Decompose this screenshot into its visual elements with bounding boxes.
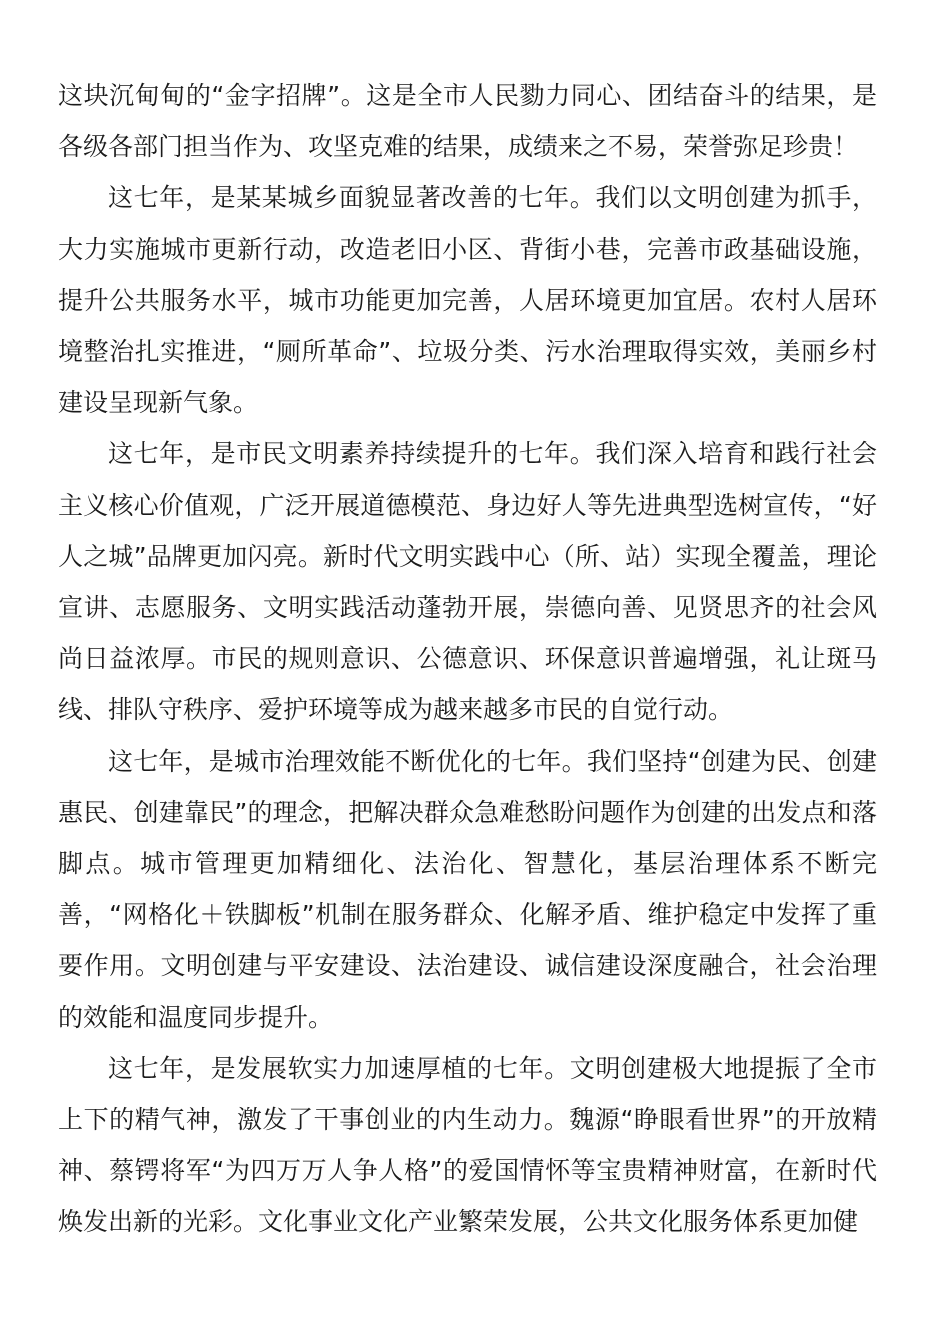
paragraph-continuation: 这块沉甸甸的“金字招牌”。这是全市人民勠力同心、团结奋斗的结果，是各级各部门担当作为、攻坚克难的结果，成绩来之不易，荣誉弥足珍贵！ xyxy=(58,81,877,162)
paragraph-soft-power: 这七年，是发展软实力加速厚植的七年。文明创建极大地提振了全市上下的精气神，激发了干事创业的内生动力。魏源“睁眼看世界”的开放精神、蔡锷将军“为四万万人争人格”的爱国情怀等宝贵精神财富，在新时代焕发出新的光彩。文化事业文化产业繁荣发展，公共文化服务体系更加健 xyxy=(58,1053,877,1237)
paragraph-city-governance: 这七年，是城市治理效能不断优化的七年。我们坚持“创建为民、创建惠民、创建靠民”的理念，把解决群众急难愁盼问题作为创建的出发点和落脚点。城市管理更加精细化、法治化、智慧化，基层治理体系不断完善，“网格化＋铁脚板”机制在服务群众、化解矛盾、维护稳定中发挥了重要作用。文明创建与平安建设、法治建设、诚信建设深度融合，社会治理的效能和温度同步提升。 xyxy=(58,746,877,1032)
document-body xyxy=(58,70,877,1248)
paragraph-civic-literacy: 这七年，是市民文明素养持续提升的七年。我们深入培育和践行社会主义核心价值观，广泛开展道德模范、身边好人等先进典型选树宣传，“好人之城”品牌更加闪亮。新时代文明实践中心（所、站）实现全覆盖，理论宣讲、志愿服务、文明实践活动蓬勃开展，崇德向善、见贤思齐的社会风尚日益浓厚。市民的规则意识、公德意识、环保意识普遍增强，礼让斑马线、排队守秩序、爱护环境等成为越来越多市民的自觉行动。 xyxy=(58,439,877,725)
paragraph-urban-rural: 这七年，是某某城乡面貌显著改善的七年。我们以文明创建为抓手，大力实施城市更新行动，改造老旧小区、背街小巷，完善市政基础设施，提升公共服务水平，城市功能更加完善，人居环境更加宜居。农村人居环境整治扎实推进，“厕所革命”、垃圾分类、污水治理取得实效，美丽乡村建设呈现新气象。 xyxy=(58,183,877,418)
